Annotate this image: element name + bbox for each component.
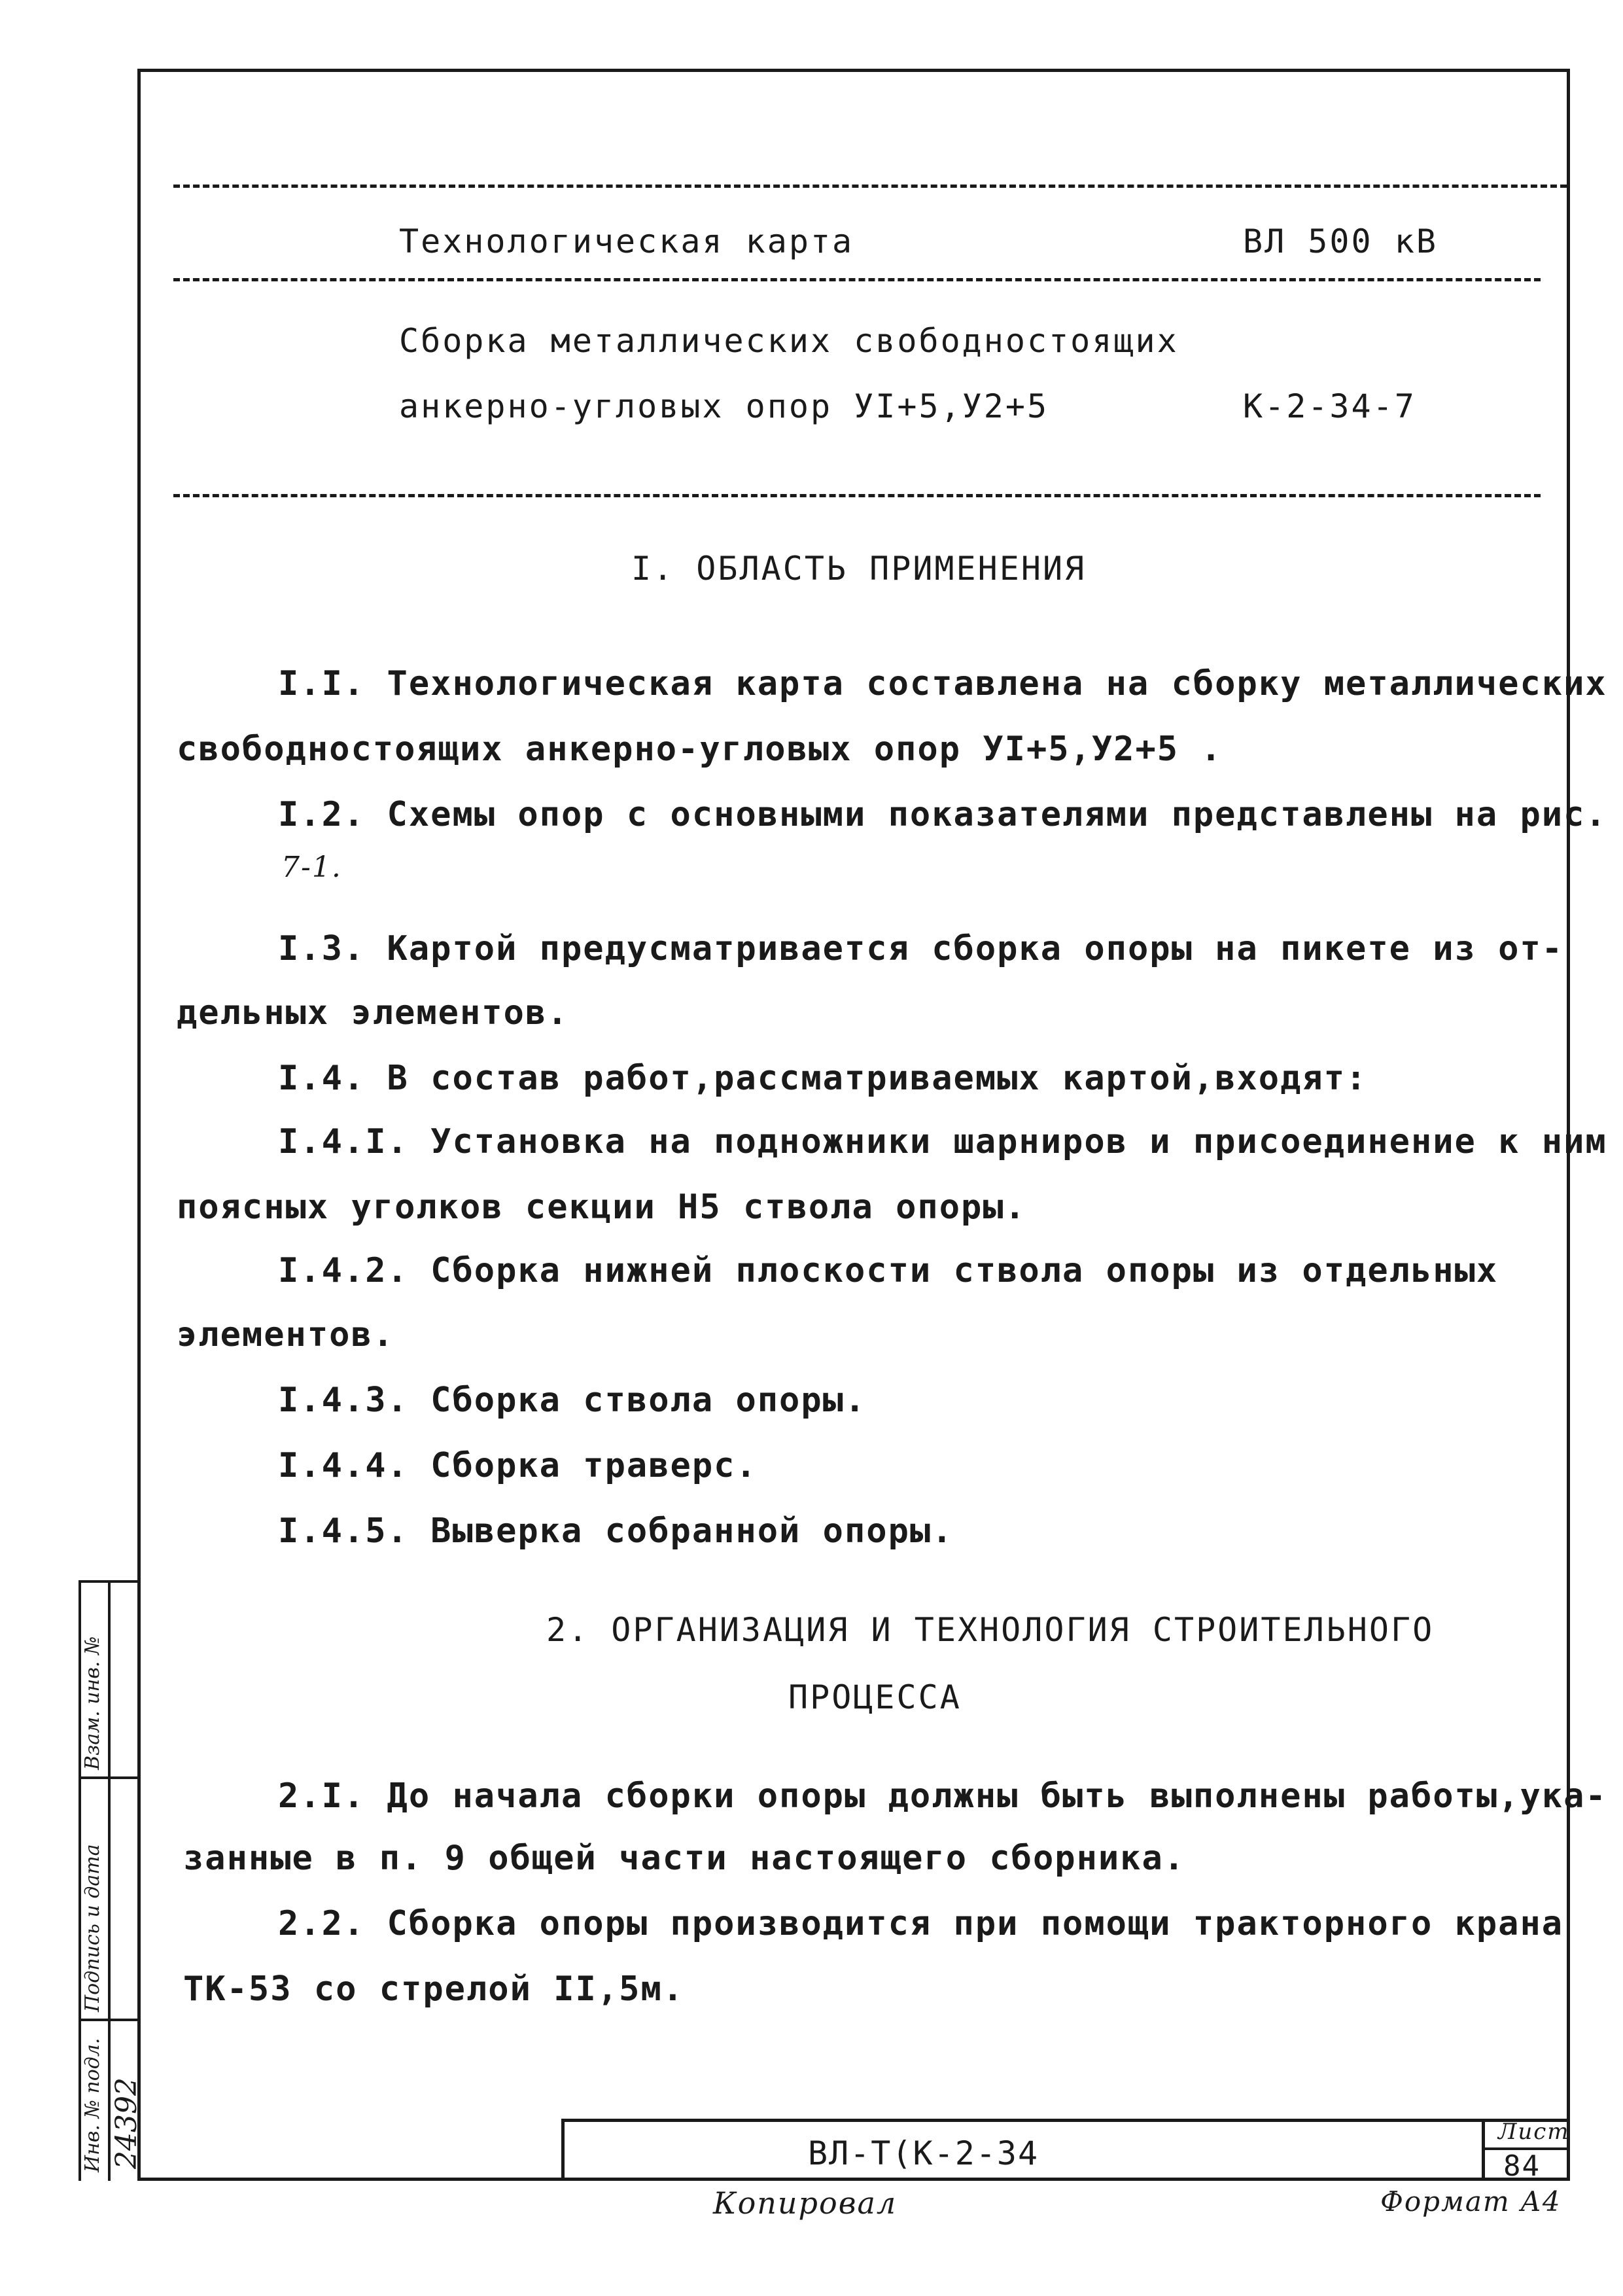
section-2-title-line-1: 2. ОРГАНИЗАЦИЯ И ТЕХНОЛОГИЯ СТРОИТЕЛЬНОГО	[546, 1611, 1435, 1649]
paragraph-1-4-2-line-1: I.4.2. Сборка нижней плоскости ствола опоры из отдельных	[278, 1251, 1499, 1290]
document-code: К-2-34-7	[1243, 387, 1416, 425]
left-side-stamp	[79, 1580, 143, 2181]
paragraph-1-2-line-1: I.2. Схемы опор с основными показателями представлены на рис.	[278, 795, 1607, 834]
subject-line-1: Сборка металлических свободностоящих	[399, 322, 1179, 360]
format-label: Формат А4	[1380, 2185, 1562, 2217]
stamp-row-divider-1	[79, 1580, 137, 1583]
paragraph-2-1-line-2: занные в п. 9 общей части настоящего сборника.	[183, 1839, 1186, 1878]
section-1-title: I. ОБЛАСТЬ ПРИМЕНЕНИЯ	[631, 550, 1087, 588]
copied-by-label: Копировал	[713, 2185, 898, 2221]
paragraph-1-1-line-2: свободностоящих анкерно-угловых опор УI+5,У2+5 .	[177, 730, 1223, 769]
line-voltage-label: ВЛ 500 кВ	[1243, 222, 1438, 260]
section-2-title-line-2: ПРОЦЕССА	[788, 1678, 962, 1716]
figure-reference: 7-1.	[281, 851, 342, 884]
paragraph-1-4: I.4. В состав работ,рассматриваемых картой,входят:	[278, 1059, 1368, 1098]
stamp-row-divider-2	[79, 1776, 137, 1779]
paragraph-1-4-4: I.4.4. Сборка траверс.	[278, 1446, 758, 1485]
paragraph-1-4-1-line-1: I.4.I. Установка на подножники шарниров и присоединение к ним	[278, 1122, 1607, 1161]
paragraph-1-4-2-line-2: элементов.	[177, 1315, 395, 1354]
sheet-label: Лист	[1498, 2119, 1570, 2145]
stamp-row-divider-3	[79, 2019, 137, 2021]
paragraph-2-1-line-1: 2.I. До начала сборки опоры должны быть выполнены работы,ука-	[278, 1776, 1607, 1816]
paragraph-1-3-line-1: I.3. Картой предусматривается сборка опоры на пикете из от-	[278, 929, 1564, 968]
replace-inventory-label: Взам. инв. №	[81, 1636, 104, 1770]
inventory-number-label: Инв. № подл.	[81, 2038, 104, 2172]
inventory-number-value: 24392	[110, 2077, 143, 2169]
paragraph-1-3-line-2: дельных элементов.	[177, 993, 569, 1033]
subject-line-2: анкерно-угловых опор УI+5,У2+5	[399, 387, 1049, 425]
paragraph-1-1-line-1: I.I. Технологическая карта составлена на сборку металлических	[278, 664, 1607, 703]
paragraph-1-4-1-line-2: поясных уголков секции Н5 ствола опоры.	[177, 1188, 1026, 1227]
doc-type-title: Технологическая карта	[399, 222, 854, 260]
title-block	[561, 2119, 1570, 2181]
paragraph-1-4-5: I.4.5. Выверка собранной опоры.	[278, 1511, 954, 1551]
document-designation: ВЛ-Т(К-2-34	[808, 2134, 1039, 2172]
signature-date-label: Подпись и дата	[81, 1844, 104, 2012]
paragraph-2-2-line-1: 2.2. Сборка опоры производится при помощи тракторного крана	[278, 1904, 1564, 1943]
paragraph-2-2-line-2: ТК-53 со стрелой II,5м.	[183, 1969, 685, 2009]
paragraph-1-4-3: I.4.3. Сборка ствола опоры.	[278, 1381, 867, 1420]
sheet-number: 84	[1503, 2149, 1541, 2183]
header-divider-bottom	[173, 494, 1541, 497]
header-divider-middle	[173, 278, 1541, 281]
header-divider-top	[173, 185, 1567, 188]
